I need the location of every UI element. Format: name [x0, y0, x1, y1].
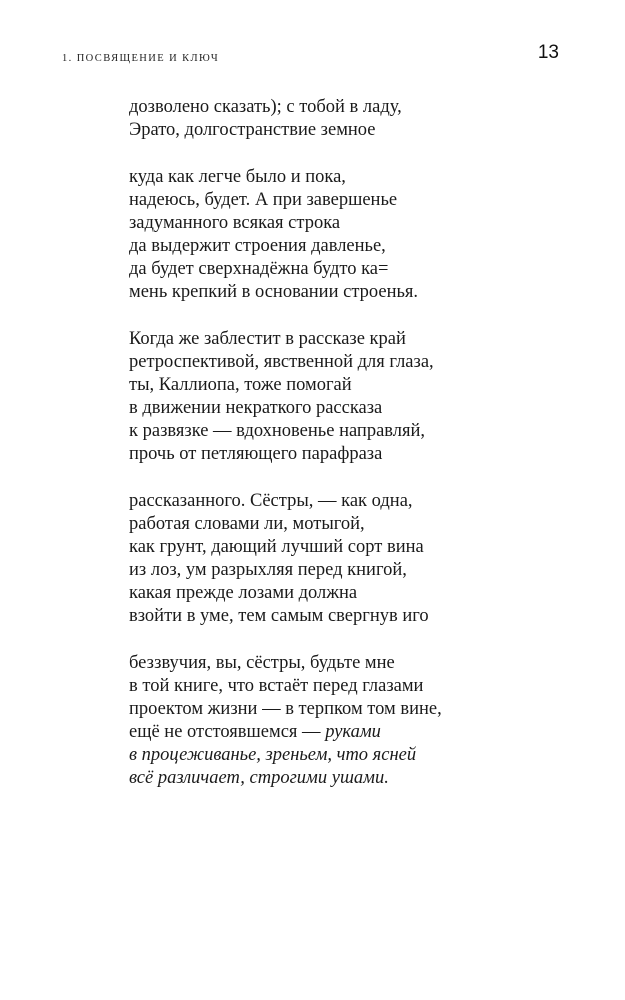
poem-line: в той книге, что встаёт перед глазами — [129, 676, 424, 696]
stanza-2 — [129, 166, 579, 304]
poem-line-italic: в процеживанье, зреньем, что ясней — [129, 745, 417, 765]
poem-line: Эрато, долгостранствие земное — [129, 120, 376, 140]
stanza-1 — [129, 96, 579, 142]
poem-line: да будет сверхнадёжна будто ка= — [129, 259, 389, 279]
poem-line-italic-part: руками — [325, 722, 381, 742]
poem-line: задуманного всякая строка — [129, 213, 341, 233]
poem-line: беззвучия, вы, сёстры, будьте мне — [129, 653, 395, 673]
poem-line: да выдержит строения давленье, — [129, 236, 386, 256]
poem-line: к развязке — вдохновенье направляй, — [129, 421, 426, 441]
poem-line: куда как легче было и пока, — [129, 167, 346, 187]
poem-line: какая прежде лозами должна — [129, 583, 358, 603]
poem-line: рассказанного. Сёстры, — как одна, — [129, 491, 413, 511]
poem-line: в движении некраткого рассказа — [129, 398, 383, 418]
poem-line: работая словами ли, мотыгой, — [129, 514, 365, 534]
running-header: 1. ПОСВЯЩЕНИЕ И КЛЮЧ — [62, 53, 220, 64]
poem-line: надеюсь, будет. А при завершенье — [129, 190, 398, 210]
stanza-4 — [129, 490, 579, 628]
poem-body — [129, 96, 579, 814]
page-number: 13 — [537, 42, 559, 63]
poem-line: Когда же заблестит в рассказе край — [129, 329, 406, 349]
poem-line: как грунт, дающий лучший сорт вина — [129, 537, 424, 557]
stanza-3 — [129, 328, 579, 466]
poem-line: прочь от петляющего парафраза — [129, 444, 383, 464]
poem-line: ты, Каллиопа, тоже помогай — [129, 375, 352, 395]
poem-line-regular-part: ещё не отстоявшемся — — [129, 722, 326, 742]
poem-line: взойти в уме, тем самым свергнув иго — [129, 606, 429, 626]
poem-line: из лоз, ум разрыхляя перед книгой, — [129, 560, 407, 580]
poem-line: мень крепкий в основании строенья. — [129, 282, 419, 302]
poem-line-italic: всё различает, строгими ушами. — [129, 768, 389, 788]
poem-line: ретроспективой, явственной для глаза, — [129, 352, 434, 372]
stanza-5 — [129, 652, 579, 790]
poem-line: дозволено сказать); с тобой в ладу, — [129, 97, 402, 117]
poem-line-mixed — [129, 721, 579, 744]
poem-line: проектом жизни — в терпком том вине, — [129, 699, 442, 719]
